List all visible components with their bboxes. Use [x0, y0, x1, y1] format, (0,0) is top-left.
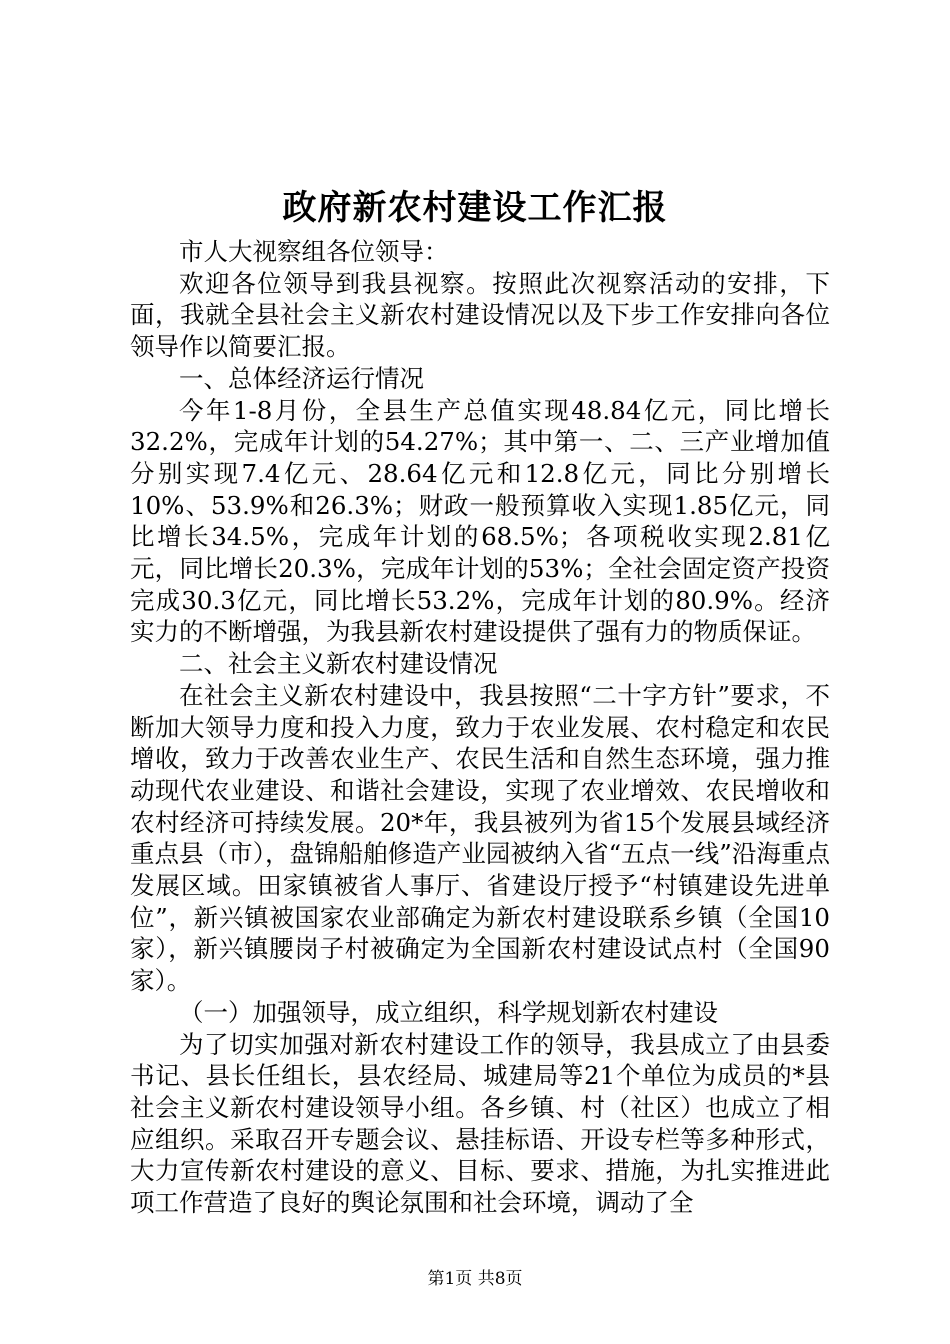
document-body [130, 236, 830, 1219]
subsection-heading-1: （一）加强领导，成立组织，科学规划新农村建设 [179, 997, 718, 1027]
leadership-paragraph: 为了切实加强对新农村建设工作的领导，我县成立了由县委书记、县长任组长，县农经局、城建局等21个单位为成员的*县社会主义新农村建设领导小组。各乡镇、村（社区）也成立了相应组织。采取召开专题会议、悬挂标语、开设专栏等多种形式，大力宣传新农村建设的意义、目标、要求、措施，为扎实推进此项工作营造了良好的舆论氛围和社会环境，调动了全 [130, 1029, 830, 1218]
economy-paragraph: 今年1-8月份，全县生产总值实现48.84亿元，同比增长32.2%，完成年计划的54.27%；其中第一、二、三产业增加值分别实现7.4亿元、28.64亿元和12.8亿元，同比分别增长10%、53.9%和26.3%；财政一般预算收入实现1.85亿元，同比增长34.5%，完成年计划的68.5%；各项税收实现2.81亿元，同比增长20.3%，完成年计划的53%；全社会固定资产投资完成30.3亿元，同比增长53.2%，完成年计划的80.9%。经济实力的不断增强，为我县新农村建设提供了强有力的物质保证。 [130, 395, 830, 647]
intro-paragraph: 欢迎各位领导到我县视察。按照此次视察活动的安排，下面，我就全县社会主义新农村建设情况以及下步工作安排向各位领导作以简要汇报。 [130, 268, 830, 362]
section-heading-2: 二、社会主义新农村建设情况 [179, 649, 498, 679]
document-title: 政府新农村建设工作汇报 [282, 188, 668, 228]
rural-construction-paragraph: 在社会主义新农村建设中，我县按照“二十字方针”要求，不断加大领导力度和投入力度，致力于农业发展、农村稳定和农民增收，致力于改善农业生产、农民生活和自然生态环境，强力推动现代农业建设、和谐社会建设，实现了农业增效、农民增收和农村经济可持续发展。20*年，我县被列为省15个发展县域经济重点县（市），盘锦船舶修造产业园被纳入省“五点一线”沿海重点发展区域。田家镇被省人事厅、省建设厅授予“村镇建设先进单位”，新兴镇被国家农业部确定为新农村建设联系乡镇（全国10家），新兴镇腰岗子村被确定为全国新农村建设试点村（全国90家）。 [130, 680, 830, 996]
salutation-paragraph: 市人大视察组各位领导： [179, 237, 449, 266]
page-footer: 第1页 共8页 [427, 1269, 523, 1289]
section-heading-1: 一、总体经济运行情况 [179, 363, 424, 393]
